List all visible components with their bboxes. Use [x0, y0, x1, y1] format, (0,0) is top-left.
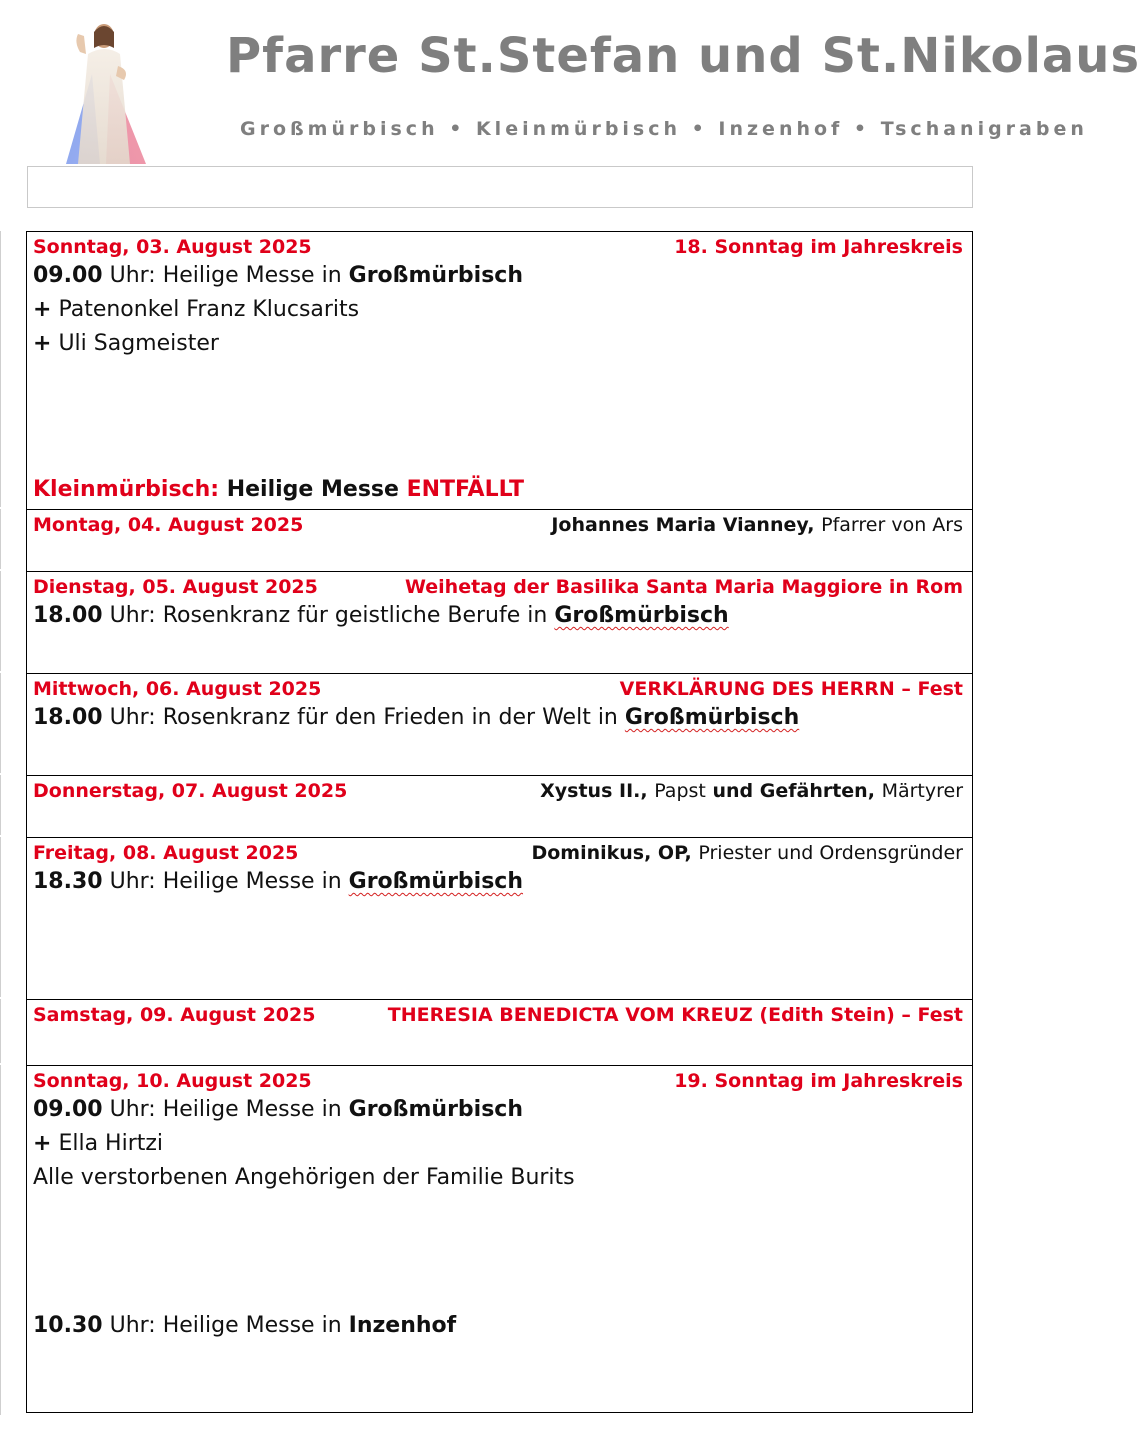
- day-feast: Weihetag der Basilika Santa Maria Maggiore in Rom: [404, 576, 963, 598]
- mass-schedule: [26, 231, 973, 1413]
- day-header: [27, 572, 972, 598]
- entry-place: Großmürbisch: [554, 603, 729, 628]
- day-date: Donnerstag, 07. August 2025: [33, 780, 348, 802]
- entry-text: Uli Sagmeister: [58, 331, 219, 356]
- entry-place: Großmürbisch: [348, 1097, 524, 1122]
- day-date: Dienstag, 05. August 2025: [33, 576, 318, 598]
- day-feast: THERESIA BENEDICTA VOM KREUZ (Edith Stein) – Fest: [387, 1004, 963, 1026]
- margin-line: [0, 673, 4, 773]
- entry-text: Uhr: Heilige Messe in: [109, 1097, 342, 1122]
- cancellation-note: [27, 472, 524, 508]
- schedule-entry: [27, 1092, 972, 1128]
- parish-subtitle: Großmürbisch • Kleinmürbisch • Inzenhof • Tschanigraben: [240, 118, 1088, 140]
- entry-prefix: +: [33, 1131, 52, 1156]
- saint-title: Papst: [654, 780, 706, 802]
- day-header: [27, 776, 972, 802]
- schedule-entry: [27, 700, 972, 736]
- entry-time: 09.00: [33, 1097, 103, 1122]
- entry-time: 18.00: [33, 705, 103, 730]
- note-text: Heilige Messe: [226, 477, 399, 502]
- day-feast: 18. Sonntag im Jahreskreis: [674, 236, 963, 258]
- day-block: [26, 999, 973, 1065]
- schedule-entry: [27, 258, 972, 294]
- margin-line: [0, 775, 4, 835]
- parish-title: Pfarre St.Stefan und St.Nikolaus: [226, 28, 1140, 84]
- margin-line: [0, 837, 4, 997]
- entry-time: 09.00: [33, 263, 103, 288]
- day-date: Sonntag, 03. August 2025: [33, 236, 312, 258]
- day-header: [27, 510, 972, 536]
- saint-role: Märtyrer: [881, 780, 963, 802]
- day-date: Mittwoch, 06. August 2025: [33, 678, 322, 700]
- entry-time: 18.30: [33, 869, 103, 894]
- margin-line: [0, 509, 4, 569]
- day-header: [27, 232, 972, 258]
- intention-entry: [27, 1162, 972, 1196]
- day-date: Sonntag, 10. August 2025: [33, 1070, 312, 1092]
- day-header: [27, 1000, 972, 1026]
- entry-time: 18.00: [33, 603, 103, 628]
- day-date: Freitag, 08. August 2025: [33, 842, 299, 864]
- intention-entry: [27, 1128, 972, 1162]
- entry-text: Uhr: Heilige Messe in: [109, 263, 342, 288]
- day-block: [26, 837, 973, 999]
- day-block: [26, 231, 973, 509]
- intention-entry: [27, 328, 972, 362]
- margin-line: [0, 999, 4, 1063]
- entry-text: Uhr: Rosenkranz für geistliche Berufe in: [109, 603, 548, 628]
- day-header: [27, 674, 972, 700]
- entry-prefix: +: [33, 331, 52, 356]
- entry-text: Uhr: Heilige Messe in: [109, 869, 342, 894]
- entry-place: Großmürbisch: [624, 705, 800, 730]
- margin-line: [0, 1065, 4, 1415]
- day-header: [27, 838, 972, 864]
- margin-line: [0, 231, 4, 507]
- note-place: Kleinmürbisch:: [33, 477, 220, 502]
- saint-name: Xystus II.,: [540, 780, 648, 802]
- day-feast: 19. Sonntag im Jahreskreis: [674, 1070, 963, 1092]
- entry-text: Uhr: Heilige Messe in: [109, 1313, 342, 1338]
- day-block: [26, 1065, 973, 1413]
- intention-entry: [27, 294, 972, 328]
- entry-place: Inzenhof: [348, 1313, 457, 1338]
- saint-name: Dominikus, OP,: [531, 842, 692, 864]
- jesus-divine-mercy-icon: [60, 14, 150, 166]
- day-block: [26, 775, 973, 837]
- entry-place: Großmürbisch: [348, 869, 524, 894]
- entry-text: Uhr: Rosenkranz für den Frieden in der Welt in: [109, 705, 618, 730]
- schedule-entry: [27, 864, 972, 900]
- day-date: Montag, 04. August 2025: [33, 514, 304, 536]
- saint-title: Pfarrer von Ars: [821, 514, 963, 536]
- schedule-entry: [27, 1308, 456, 1344]
- day-feast: VERKLÄRUNG DES HERRN – Fest: [619, 678, 963, 700]
- day-header: [27, 1066, 972, 1092]
- day-block: [26, 571, 973, 673]
- day-date: Samstag, 09. August 2025: [33, 1004, 316, 1026]
- entry-time: 10.30: [33, 1313, 103, 1338]
- margin-line: [0, 571, 4, 671]
- day-block: [26, 673, 973, 775]
- header-box: [27, 166, 973, 208]
- saint-name: Johannes Maria Vianney,: [551, 514, 815, 536]
- day-saint: [540, 780, 963, 802]
- saint-title: Priester und Ordensgründer: [698, 842, 963, 864]
- day-block: [26, 509, 973, 571]
- entry-text: Alle verstorbenen Angehörigen der Familie Burits: [33, 1165, 575, 1190]
- note-status: ENTFÄLLT: [406, 477, 524, 502]
- entry-text: Patenonkel Franz Klucsarits: [58, 297, 360, 322]
- entry-place: Großmürbisch: [348, 263, 524, 288]
- day-saint: [551, 514, 963, 536]
- saint-companions: und Gefährten,: [712, 780, 875, 802]
- entry-text: Ella Hirtzi: [58, 1131, 164, 1156]
- entry-prefix: +: [33, 297, 52, 322]
- schedule-entry: [27, 598, 972, 634]
- day-saint: [531, 842, 963, 864]
